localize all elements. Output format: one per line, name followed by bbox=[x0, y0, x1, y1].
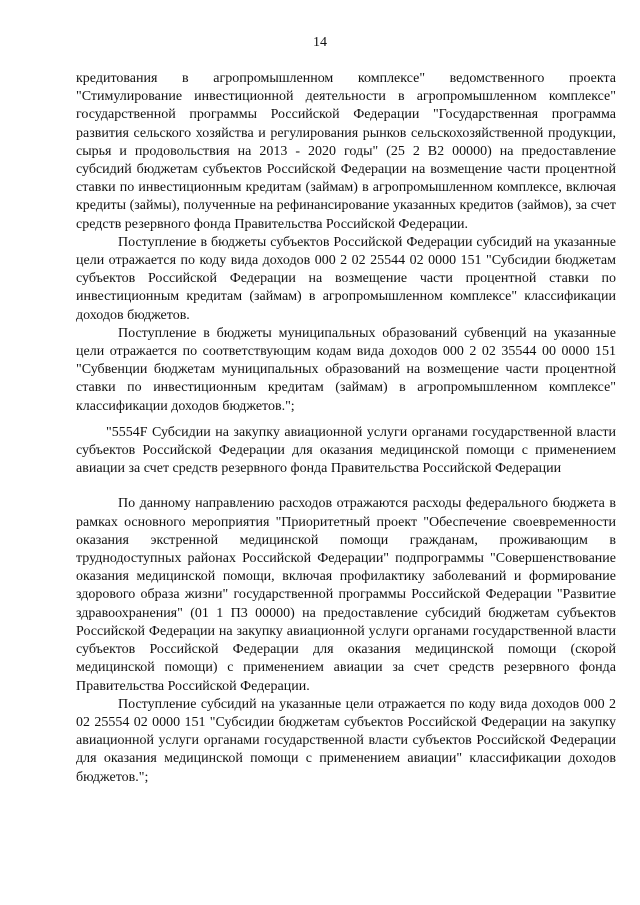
document-body bbox=[76, 70, 616, 787]
paragraph-continuation: кредитования в агропромышленном комплексе" ведомственного проекта "Стимулирование инвестиционной деятельности в агропромышленном комплексе" государственной программы Российской Федерации "Государственная программа развития сельского хозяйства и регулирования рынков сельскохозяйственной продукции, сырья и продовольствия на 2013 - 2020 годы" (25 2 В2 00000) на предоставление субсидий бюджетам субъектов Российской Федерации на возмещение части процентной ставки по инвестиционным кредитам (займам) в агропромышленном комплексе, включая кредиты (займы), полученные на рефинансирование указанных кредитов (займов), за счет средств резервного фонда Правительства Российской Федерации. bbox=[76, 71, 616, 232]
paragraph-expense-description: По данному направлению расходов отражаются расходы федерального бюджета в рамках основного мероприятия "Приоритетный проект "Обеспечение своевременности оказания экстренной медицинской помощи гражданам, проживающим в труднодоступных районах Российской Федерации" подпрограммы "Совершенствование оказания медицинской помощи, включая профилактику заболеваний и формирование здорового образа жизни" государственной программы Российской Федерации "Развитие здравоохранения" (01 1 П3 00000) на предоставление субсидий бюджетам субъектов Российской Федерации на закупку авиационной услуги органами государственной власти субъектов Российской Федерации для оказания медицинской помощи (скорой медицинской помощи) с применением авиации за счет средств резервного фонда Правительства Российской Федерации. bbox=[76, 496, 616, 694]
paragraph-subvention-income: Поступление в бюджеты муниципальных образований субвенций на указанные цели отражается по соответствующим кодам вида доходов 000 2 02 35544 00 0000 151 "Субвенции бюджетам муниципальных образований на возмещение части процентной ставки по инвестиционным кредитам (займам) в агропромышленном комплексе" классификации доходов бюджетов."; bbox=[76, 325, 616, 414]
section-heading-5554F: "5554F Субсидии на закупку авиационной услуги органами государственной власти субъектов Российской Федерации для оказания медицинской помощи с применением авиации за счет средств резервного фонда Правительства Российской Федерации bbox=[76, 424, 616, 477]
page-number: 14 bbox=[313, 35, 327, 50]
paragraph-subsidy-income: Поступление в бюджеты субъектов Российской Федерации субсидий на указанные цели отражается по коду вида доходов 000 2 02 25544 02 0000 151 "Субсидии бюджетам субъектов Российской Федерации на возмещение части процентной ставки по инвестиционным кредитам (займам) в агропромышленном комплексе" классификации доходов бюджетов. bbox=[76, 234, 616, 323]
paragraph-aviation-income: Поступление субсидий на указанные цели отражается по коду вида доходов 000 2 02 25554 02 0000 151 "Субсидии бюджетам субъектов Российской Федерации на закупку авиационной услуги органами государственной власти субъектов Российской Федерации для оказания медицинской помощи с применением авиации" классификации доходов бюджетов."; bbox=[76, 696, 616, 785]
